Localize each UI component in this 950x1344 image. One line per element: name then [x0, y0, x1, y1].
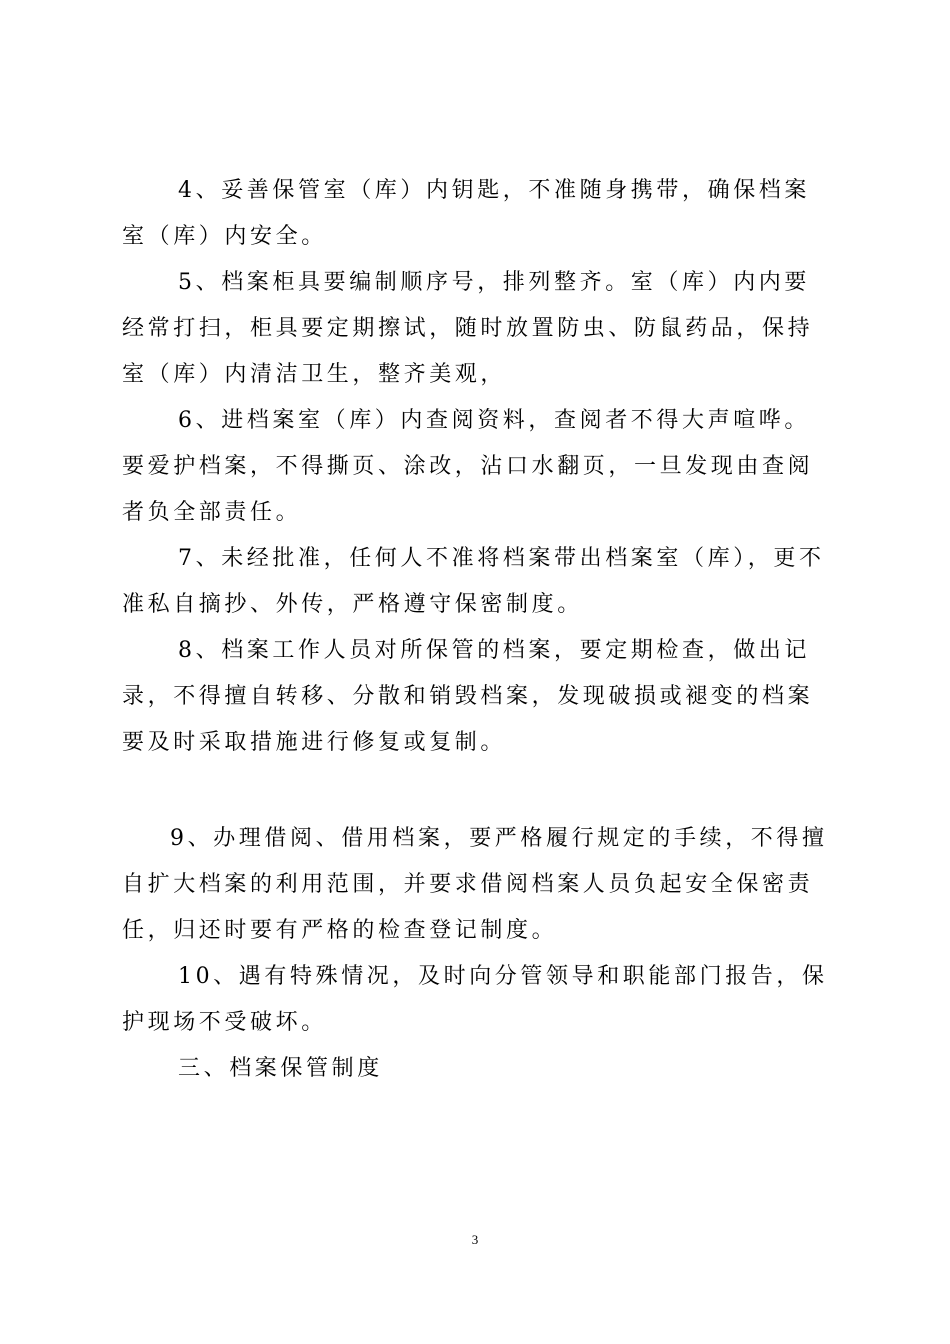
paragraph-item-6: 6、进档案室（库）内查阅资料，查阅者不得大声喧哗。要爱护档案，不得撕页、涂改，沾口水翻页，一旦发现由查阅者负全部责任。	[122, 408, 814, 525]
paragraph-item-5: 5、档案柜具要编制顺序号，排列整齐。室（库）内内要经常打扫，柜具要定期擦试，随时放置防虫、防鼠药品，保持室（库）内清洁卫生，整齐美观，	[122, 270, 814, 387]
paragraph-item-9: 9、办理借阅、借用档案，要严格履行规定的手续，不得擅自扩大档案的利用范围，并要求借阅档案人员负起安全保密责任，归还时要有严格的检查登记制度。	[122, 826, 828, 943]
paragraph-item-8: 8、档案工作人员对所保管的档案，要定期检查，做出记录，不得擅自转移、分散和销毁档案，发现破损或褪变的档案要及时采取措施进行修复或复制。	[122, 638, 814, 755]
section-heading: 三、档案保管制度	[178, 1056, 383, 1081]
page-number: 3	[471, 1232, 479, 1247]
paragraph-item-7: 7、未经批准，任何人不准将档案带出档案室（库），更不准私自摘抄、外传，严格遵守保密制度。	[122, 546, 825, 617]
paragraph-item-4: 4、妥善保管室（库）内钥匙，不准随身携带，确保档案室（库）内安全。	[122, 178, 810, 249]
paragraph-item-10: 10、遇有特殊情况，及时向分管领导和职能部门报告，保护现场不受破坏。	[122, 964, 828, 1035]
